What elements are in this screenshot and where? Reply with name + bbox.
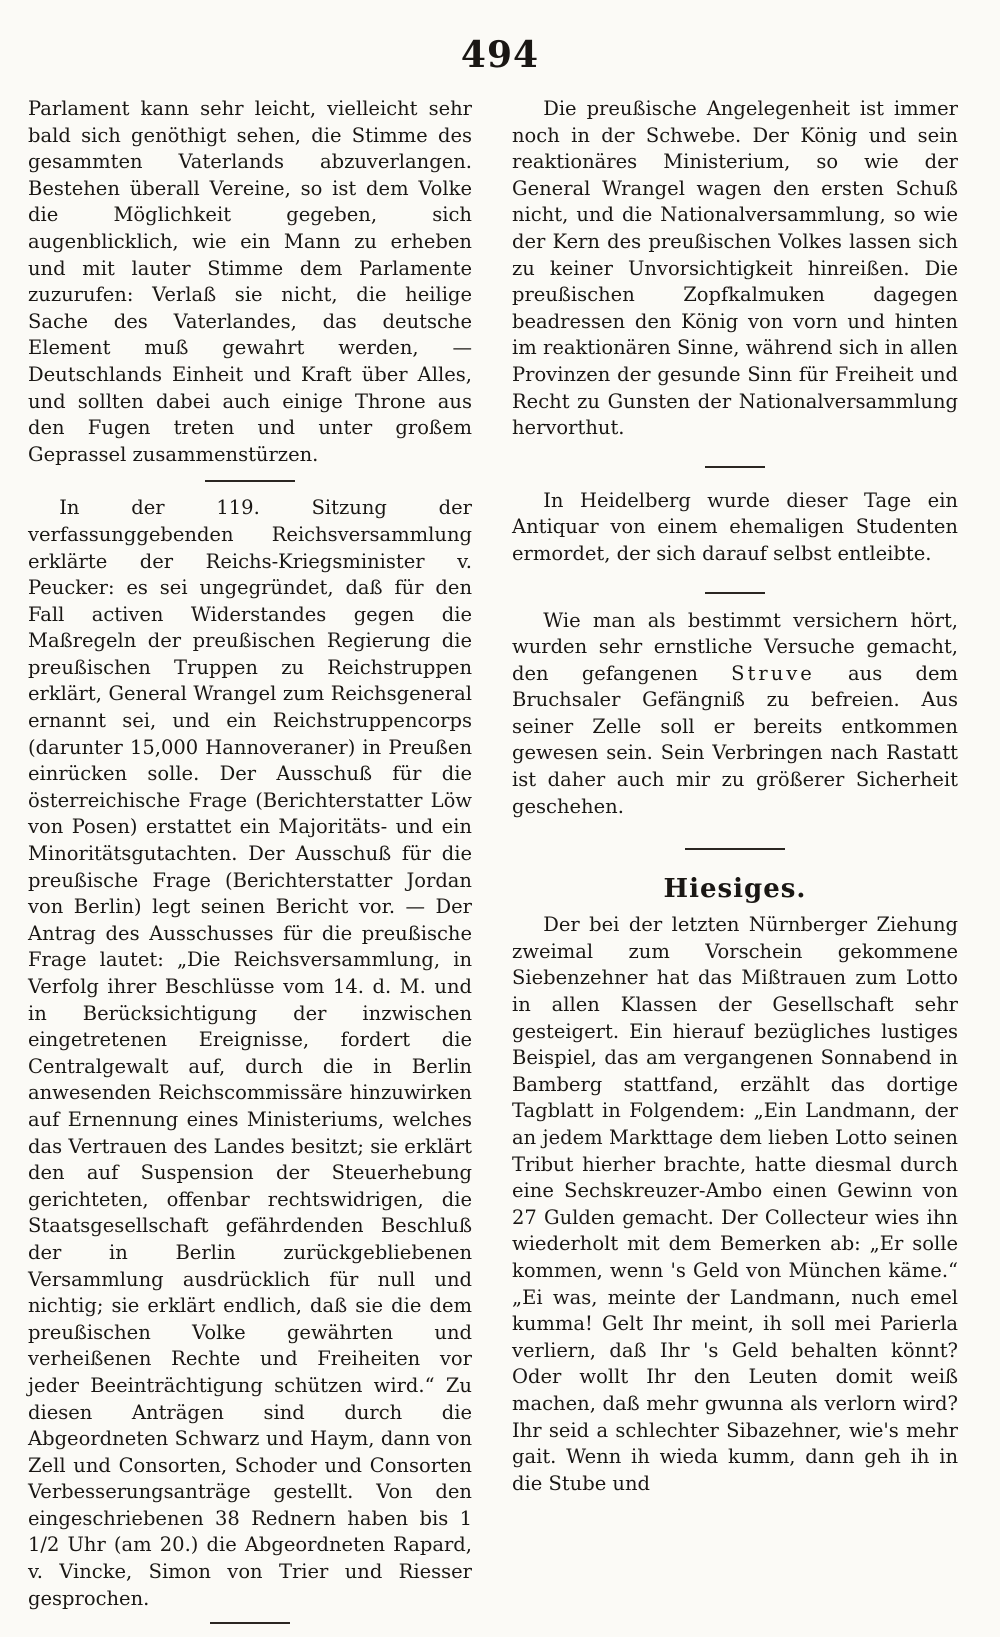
right-paragraph-2: In Heidelberg wurde dieser Tage ein Antiquar von einem ehemaligen Studenten ermordet, der sich darauf selbst entleibte. bbox=[512, 488, 958, 565]
paragraph-text: aus dem Bruchsaler Gefängniß zu befreien. Aus seiner Zelle soll er bereits entkommen gewesen sein. Sein Verbringen nach Rastatt ist daher auch mir zu größerer Sicherheit geschehen. bbox=[512, 661, 958, 818]
section-heading: Hiesiges. bbox=[663, 874, 807, 905]
left-column bbox=[28, 96, 472, 1637]
right-column bbox=[512, 96, 958, 1497]
page-number: 494 bbox=[460, 34, 540, 76]
divider-rule bbox=[705, 592, 765, 594]
divider-rule bbox=[210, 1622, 290, 1624]
paragraph-text: Wie man als bestimmt versichern hört, wurden sehr ernstliche Versuche gemacht, den gefangenen bbox=[512, 608, 958, 685]
left-paragraph-1: Parlament kann sehr leicht, vielleicht sehr bald sich genöthigt sehen, die Stimme des gesammten Vaterlands abzuverlangen. Bestehen überall Vereine, so ist dem Volke die Möglichkeit gegeben, sich augenblicklich, wie ein Mann zu erheben und mit lauter Stimme dem Parlamente zuzurufen: Verlaß sie nicht, die heilige Sache des Vaterlandes, das deutsche Element muß gewahrt werden, — Deutschlands Einheit und Kraft über Alles, und sollten dabei auch einige Throne aus den Fugen treten und unter großem Geprassel zusammenstürzen. bbox=[28, 97, 472, 466]
divider-rule bbox=[205, 480, 295, 482]
divider-rule bbox=[685, 848, 785, 850]
left-paragraph-2: In der 119. Sitzung der verfassunggebenden Reichsversammlung erklärte der Reichs-Kriegsminister v. Peucker: es sei ungegründet, daß für den Fall activen Widerstandes gegen die Maßregeln der preußischen Regierung die preußischen Truppen zu Reichstruppen erklärt, General Wrangel zum Reichsgeneral ernannt sei, und ein Reichstruppencorps (darunter 15,000 Hannoveraner) in Preußen einrücken solle. Der Ausschuß für die österreichische Frage (Berichterstatter Löw von Posen) erstattet ein Majoritäts- und ein Minoritätsgutachten. Der Ausschuß für die preußische Frage (Berichterstatter Jordan von Berlin) legt seinen Bericht vor. — Der Antrag des Ausschusses für die preußische Frage lautet: „Die Reichsversammlung, in Verfolg ihrer Beschlüsse vom 14. d. M. und in Berücksichtigung der inzwischen eingetretenen Ereignisse, fordert die Centralgewalt auf, durch die in Berlin anwesenden Reichscommissäre hinzuwirken auf Ernennung eines Ministeriums, welches das Vertrauen des Landes besitzt; sie erklärt den auf Suspension der Steuerhebung gerichteten, offenbar rechtswidrigen, die Staatsgesellschaft gefährdenden Beschluß der in Berlin zurückgebliebenen Versammlung ausdrücklich für null und nichtig; sie erklärt endlich, daß sie die dem preußischen Volke gewährten und verheißenen Rechte und Freiheiten vor jeder Beeinträchtigung schützen wird.“ Zu diesen Anträgen sind durch die Abgeordneten Schwarz und Haym, dann von Zell und Consorten, Schoder und Consorten Verbesserungsanträge gestellt. Von den eingeschriebenen 38 Rednern haben bis 1 1/2 Uhr (am 20.) die Abgeordneten Rapard, v. Vincke, Simon von Trier und Riesser gesprochen. bbox=[28, 496, 472, 1610]
right-paragraph-1: Die preußische Angelegenheit ist immer noch in der Schwebe. Der König und sein reaktionäres Ministerium, so wie der General Wrangel wagen den ersten Schuß nicht, und die Nationalversammlung, so wie der Kern des preußischen Volkes lassen sich zu keiner Unvorsichtigkeit hinreißen. Die preußischen Zopfkalmuken dagegen beadressen den König von vorn und hinten im reaktionären Sinne, während sich in allen Provinzen der gesunde Sinn für Freiheit und Recht zu Gunsten der Nationalversammlung hervorthut. bbox=[512, 97, 958, 440]
person-name-struve: Struve bbox=[731, 661, 815, 685]
right-paragraph-4: Der bei der letzten Nürnberger Ziehung zweimal zum Vorschein gekommene Siebenzehner hat das Mißtrauen zum Lotto in allen Klassen der Gesellschaft sehr gesteigert. Ein hierauf bezügliches lustiges Beispiel, das am vergangenen Sonnabend in Bamberg stattfand, erzählt das dortige Tagblatt in Folgendem: „Ein Landmann, der an jedem Markttage dem lieben Lotto seinen Tribut hierher brachte, hatte diesmal durch eine Sechskreuzer-Ambo einen Gewinn von 27 Gulden gemacht. Der Collecteur wies ihn wiederholt mit dem Bemerken ab: „Er solle kommen, wenn 's Geld von München käme.“ „Ei was, meinte der Landmann, nuch emel kumma! Gelt Ihr meint, ih soll mei Parierla verliern, daß Ihr 's Geld behalten könnt? Oder wollt Ihr den Leuten domit weiß machen, daß mehr gwunna als verlorn wird? Ihr seid a schlechter Sibazehner, wie's mehr gait. Wenn ih wieda kumm, dann geh ih in die Stube und bbox=[512, 913, 958, 1495]
divider-rule bbox=[705, 466, 765, 468]
right-paragraph-3 bbox=[512, 608, 958, 821]
